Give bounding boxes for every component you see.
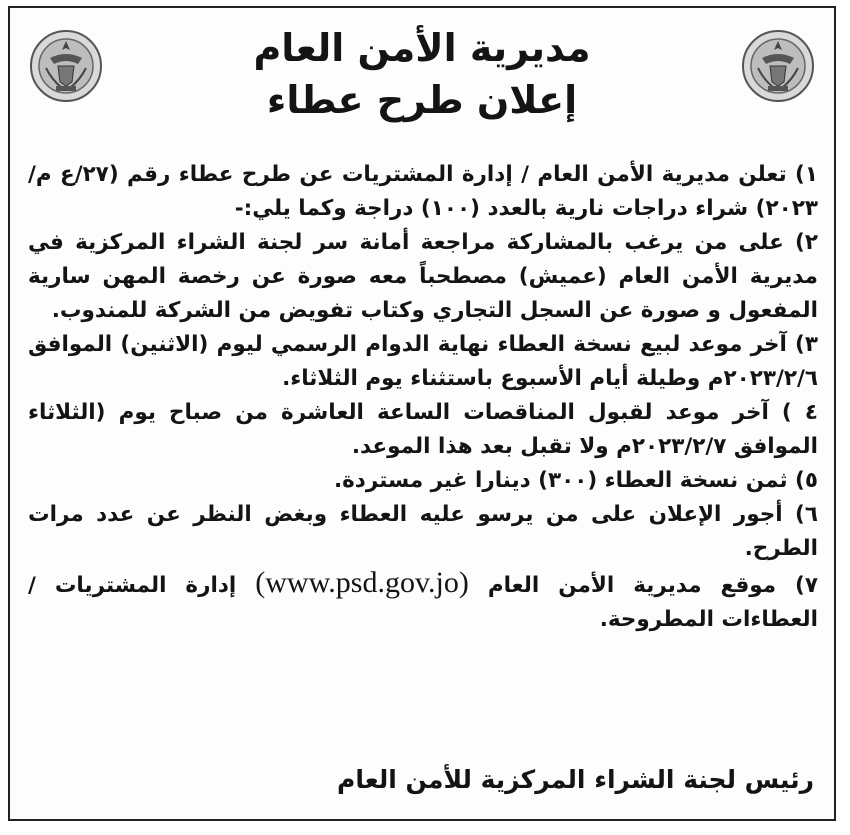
announcement-item-3: ٣) آخر موعد لبيع نسخة العطاء نهاية الدوام الرسمي ليوم (الاثنين) الموافق ٢٠٢٣/٢/٦م وطيلة أيام الأسبوع باستثناء يوم الثلاثاء. [28,332,818,391]
announcement-item-2: ٢) على من يرغب بالمشاركة مراجعة أمانة سر لجنة الشراء المركزية في مديرية الأمن العام (عميش) مصطحباً معه صورة عن رخصة المهن سارية المفعول و صورة عن السجل التجاري وكتاب تفويض من الشركة للمندوب. [28,230,818,323]
announcement-subtitle: إعلان طرح عطاء [266,78,578,122]
announcement-item-1: ١) تعلن مديرية الأمن العام / إدارة المشتريات عن طرح عطاء رقم (٢٧/ع م/٢٠٢٣) شراء دراجات نارية بالعدد (١٠٠) دراجة وكما يلي:- [28,162,818,221]
announcement-item-4: ٤ ) آخر موعد لقبول المناقصات الساعة العاشرة من صباح يوم (الثلاثاء الموافق ٢٠٢٣/٢/٧م ولا تقبل بعد هذا الموعد. [28,400,818,459]
announcement-body [28,158,818,637]
announcement-item-5: ٥) ثمن نسخة العطاء (٣٠٠) دينارا غير مستردة. [333,468,818,493]
announcement-item-6: ٦) أجور الإعلان على من يرسو عليه العطاء وبغض النظر عن عدد مرات الطرح. [28,502,818,561]
signature-line: رئيس لجنة الشراء المركزية للأمن العام [337,765,814,794]
item-7-prefix: ٧) موقع مديرية الأمن العام [487,573,818,598]
page-title: مديرية الأمن العام [253,26,591,70]
website-link[interactable]: (www.psd.gov.jo) [255,566,469,599]
announcement-frame [8,6,836,821]
item-7-suffix: إدارة المشتريات / العطاءات المطروحة. [28,573,818,632]
announcement-header [120,22,724,126]
announcement-item-7 [28,566,818,637]
psd-crest-icon [28,28,104,104]
psd-crest-icon [740,28,816,104]
